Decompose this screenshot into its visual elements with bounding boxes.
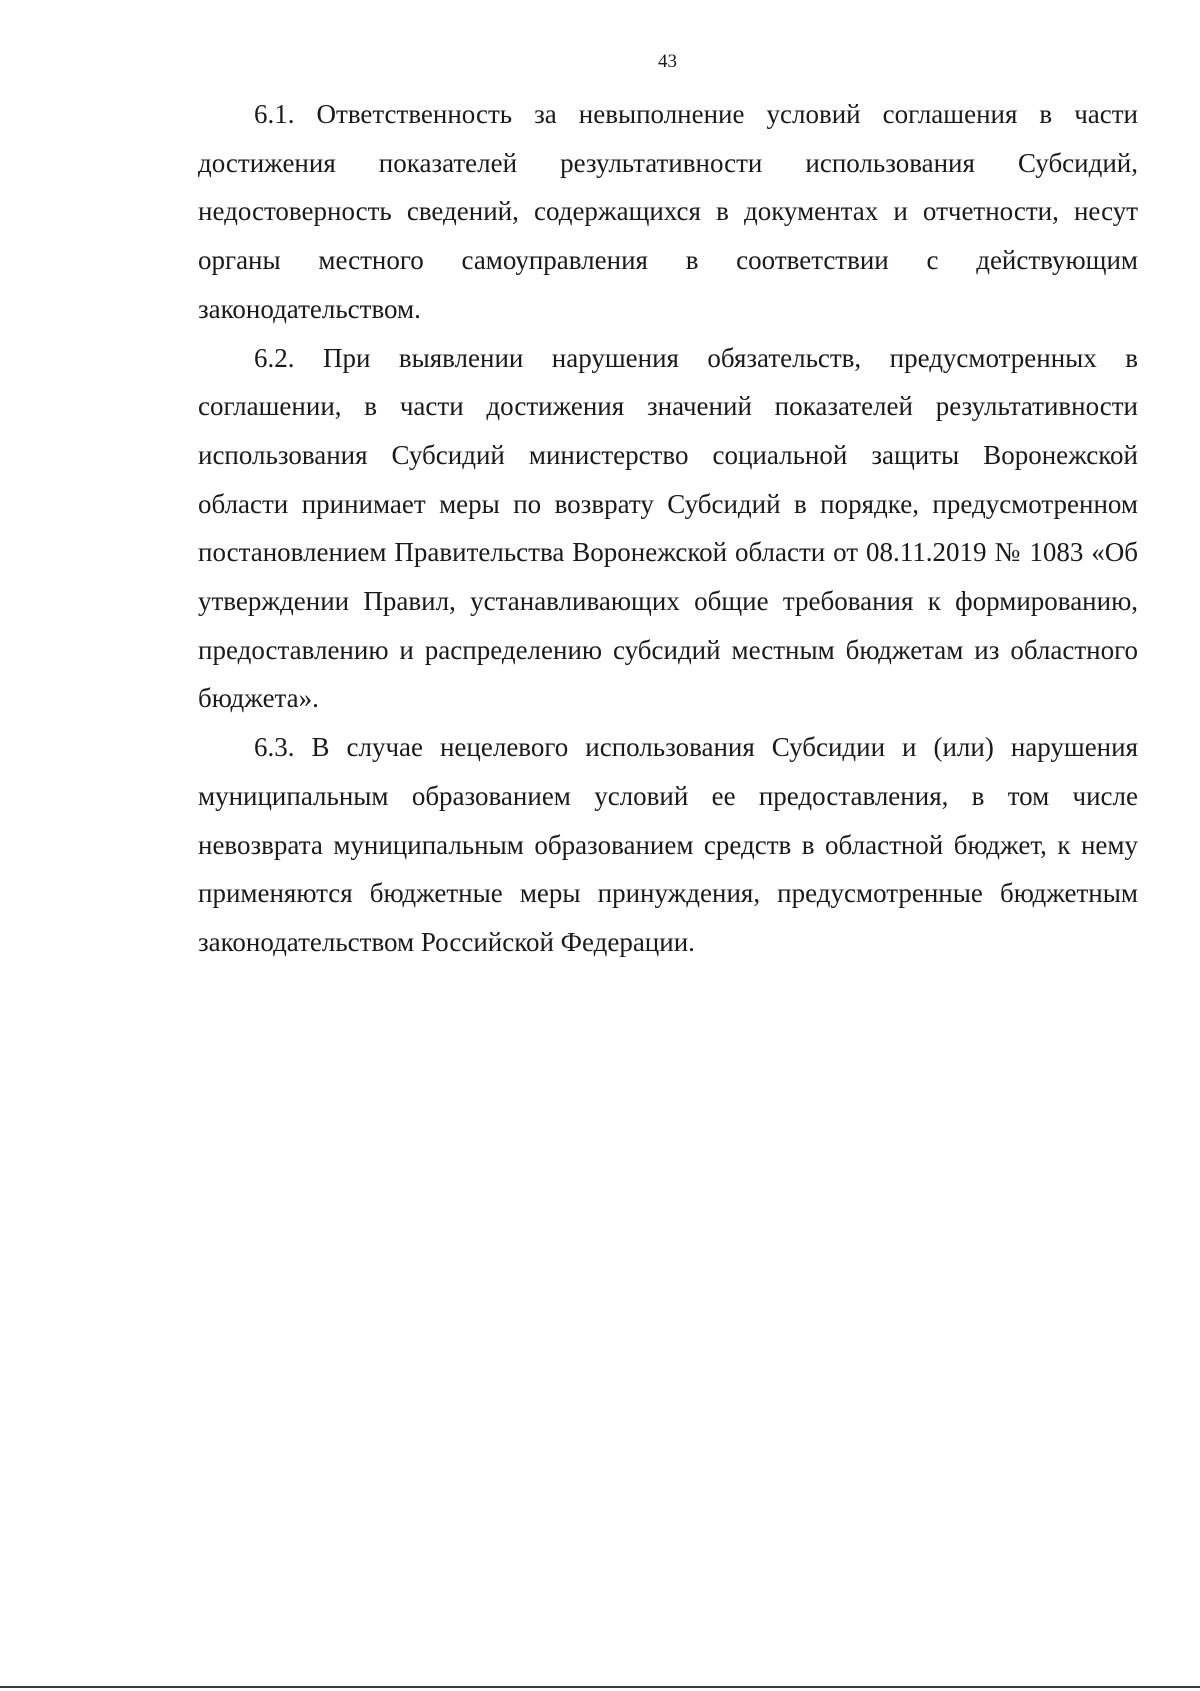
paragraph-6-3: 6.3. В случае нецелевого использования Субсидии и (или) нарушения муниципальным образованием условий ее предоставления, в том числе невозврата муниципальным образованием средств в областной бюджет, к нему применяются бюджетные меры принуждения, предусмотренные бюджетным законодательством Российской Федерации. [198,732,1138,957]
page-number: 43 [658,51,677,72]
bottom-edge-line [0,1686,1200,1688]
paragraph-6-2: 6.2. При выявлении нарушения обязательств, предусмотренных в соглашении, в части достижения значений показателей результативности использования Субсидий министерство социальной защиты Воронежской области принимает меры по возврату Субсидий в порядке, предусмотренном постановлением Правительства Воронежской области от 08.11.2019 № 1083 «Об утверждении Правил, устанавливающих общие требования к формированию, предоставлению и распределению субсидий местным бюджетам из областного бюджета». [198,342,1138,714]
document-body [198,90,1138,967]
paragraph-6-1: 6.1. Ответственность за невыполнение условий соглашения в части достижения показателей результативности использования Субсидий, недостоверность сведений, содержащихся в документах и отчетности, несут органы местного самоуправления в соответствии с действующим законодательством. [198,99,1138,324]
